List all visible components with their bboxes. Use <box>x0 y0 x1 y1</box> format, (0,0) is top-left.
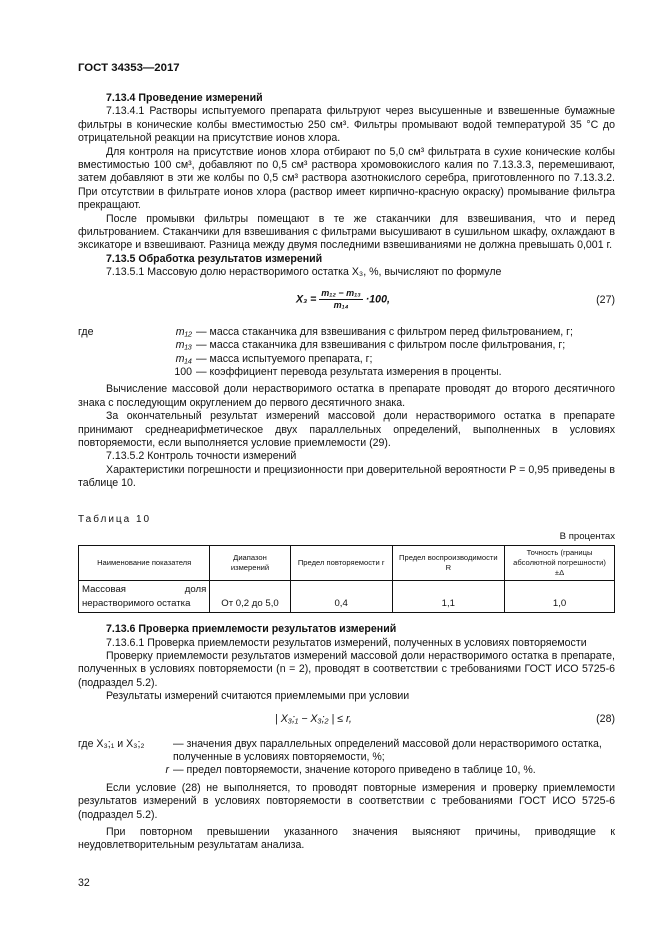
section-title-7135: 7.13.5 Обработка результатов измерений <box>106 252 323 265</box>
definition-text: полученные в условиях повторяемости, %; <box>173 751 385 764</box>
formula-lhs: X₃ = <box>296 292 317 305</box>
table-unit: В процентах <box>559 530 615 542</box>
definition-symbol: m₁₃ <box>175 339 192 352</box>
table-cell: Массовая доля нерастворимого остатка <box>79 581 210 613</box>
formula-number: (27) <box>596 293 615 306</box>
formula-expression <box>296 288 390 311</box>
paragraph: 7.13.5.2 Контроль точности измерений <box>106 450 297 463</box>
paragraph: 7.13.6.1 Проверка приемлемости результатов измерений, полученных в условиях повторяемости <box>106 636 587 649</box>
section-title-7134: 7.13.4 Проведение измерений <box>106 92 263 104</box>
paragraph: Характеристики погрешности и прецизионности при доверительной вероятности P = 0,95 приведены в таблице 10. <box>78 463 615 490</box>
table-caption: Таблица 10 <box>78 513 152 525</box>
paragraph: Проверку приемлемости результатов измерений массовой доли нерастворимого остатка в препарате, полученных в условиях повторяемости (n = 2), проводят в соответствии с требованиями ГОСТ ИСО 5725-6 (подраздел 5.2). <box>78 650 615 689</box>
page-content <box>78 92 615 853</box>
page-number: 32 <box>78 877 90 889</box>
definition-lead <box>78 339 100 352</box>
definition-text: — коэффициент перевода результата измерения в проценты. <box>196 365 502 378</box>
formula-number: (28) <box>596 712 615 725</box>
column-header: Наименование показателя <box>79 546 210 581</box>
definition-lead: где X₃;₁ и X₃;₂ <box>78 737 145 750</box>
column-header: Предел воспроизводимости R <box>392 546 505 581</box>
formula-rhs: ·100, <box>365 292 390 305</box>
definition-row <box>78 751 615 764</box>
paragraph: 7.13.4.1 Растворы испытуемого препарата фильтруют через высушенные и взвешенные бумажные фильтры в конические колбы вместимостью 250 см³. Фильтры промывают водой температурой 35 °С до отрицательной реакции на присутствие ионов хлора. <box>78 105 615 145</box>
formula-27 <box>78 286 615 322</box>
definition-lead: где <box>78 325 94 338</box>
formula-expression: | X₃;₁ − X₃;₂ | ≤ r, <box>275 712 352 725</box>
definition-row <box>78 326 615 339</box>
formula-fraction <box>319 288 363 311</box>
table-cell: 0,4 <box>290 581 392 613</box>
paragraph: Результаты измерений считаются приемлемыми при условии <box>106 690 410 703</box>
definition-text: — масса стаканчика для взвешивания с фильтром после фильтрования, г; <box>196 339 566 352</box>
document-header: ГОСТ 34353—2017 <box>78 62 180 74</box>
definition-row <box>78 353 615 366</box>
table-cell: 1,1 <box>392 581 505 613</box>
paragraph: 7.13.5.1 Массовую долю нерастворимого остатка X₃, %, вычисляют по формуле <box>106 266 502 279</box>
definition-symbol: 100 <box>174 365 192 378</box>
section-title-7136: 7.13.6 Проверка приемлемости результатов измерений <box>106 623 397 636</box>
data-table <box>78 545 615 613</box>
definition-lead <box>78 366 100 379</box>
definition-row <box>78 366 615 379</box>
definition-lead <box>78 353 100 366</box>
paragraph: При повторном превышении указанного значения выясняют причины, приводящие к неудовлетворительным результатам анализа. <box>78 826 615 852</box>
column-header: Точность (границы абсолютной погрешности) ±Δ <box>505 546 615 581</box>
definition-row <box>78 738 615 751</box>
paragraph: После промывки фильтры помещают в те же стаканчики для взвешивания, что и перед фильтрованием. Стаканчики для взвешивания с фильтрами высушивают в сушильном шкафу, охлаждают в эксикаторе и взвешивают. Разница между двумя последними взвешиваниями не должна превышать 0,001 г. <box>78 212 615 252</box>
table-cell: От 0,2 до 5,0 <box>210 581 290 613</box>
formula-28 <box>78 710 615 732</box>
paragraph: Вычисление массовой доли нерастворимого остатка в препарате проводят до второго десятичного знака с последующим округлением до первого десятичного знака. <box>78 383 615 409</box>
definition-symbol: m₁₂ <box>175 325 192 338</box>
table-row <box>79 581 615 613</box>
column-header: Предел повторяемости r <box>290 546 392 581</box>
formula-denominator: m₁₄ <box>333 299 349 310</box>
paragraph: Если условие (28) не выполняется, то проводят повторные измерения и проверку приемлемости результатов измерений в условиях повторяемости в соответствии с требованиями ГОСТ ИСО 5725-6 (подраздел 5.2). <box>78 781 615 821</box>
formula-numerator: m₁₂ − m₁₃ <box>321 287 361 298</box>
table-header-row <box>79 546 615 581</box>
definition-text: — масса испытуемого препарата, г; <box>196 352 373 365</box>
definition-text: — предел повторяемости, значение которого приведено в таблице 10, %. <box>173 764 536 777</box>
variable-definitions <box>78 738 615 778</box>
table-cell: 1,0 <box>505 581 615 613</box>
paragraph: За окончательный результат измерений массовой доли нерастворимого остатка в препарате принимают среднеарифметическое двух параллельных определений, выполненных в условиях повторяемости, если выполняется условие приемлемости (29). <box>78 410 615 449</box>
column-header: Диапазон измерений <box>210 546 290 581</box>
variable-definitions <box>78 326 615 380</box>
paragraph: Для контроля на присутствие ионов хлора отбирают по 5,0 см³ фильтрата в сухие конические колбы вместимостью 100 см³, добавляют по 0,5 см³ раствора хромовокислого калия по 7.13.3.3, перемешивают, затем добавляют в эти же колбы по 0,5 см³ раствора азотнокислого серебра, приготовленного по 7.13.3.2. При отсутствии в фильтрате ионов хлора (раствор имеет кирпично-красную окраску) промывание фильтра прекращают. <box>78 145 615 212</box>
definition-row <box>78 764 615 777</box>
definition-text: — масса стаканчика для взвешивания с фильтром перед фильтрованием, г; <box>196 325 573 338</box>
definition-symbol: m₁₄ <box>175 352 192 365</box>
definition-text: — значения двух параллельных определений массовой доли нерастворимого остатка, <box>173 737 602 750</box>
definition-symbol: r <box>165 764 169 777</box>
definition-row <box>78 339 615 352</box>
